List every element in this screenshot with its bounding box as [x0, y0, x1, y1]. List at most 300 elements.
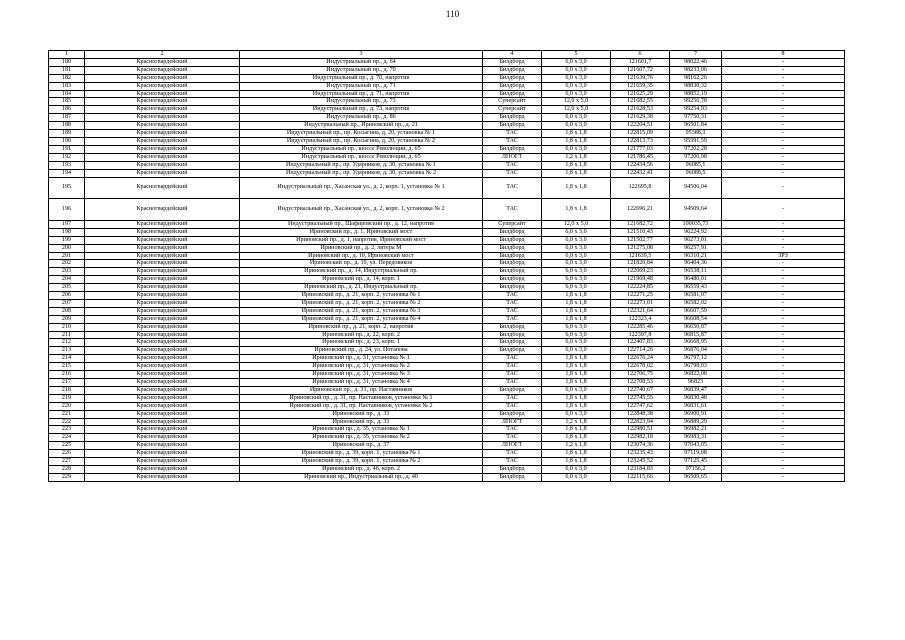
cell-x: 121625,29 [611, 90, 670, 98]
cell-address: Индустриальный пр., Хасанская ул., д. 2, корп. 1, установка № 2 [240, 199, 483, 221]
cell-district: Красногвардейский [85, 379, 240, 387]
cell-type: ТАС [483, 458, 542, 466]
table-row [49, 244, 845, 252]
cell-number: 216 [49, 371, 85, 379]
cell-type: Билдборд [483, 236, 542, 244]
cell-address: Ириновский пр., д. 21, Индустриальный пр. [240, 284, 483, 292]
cell-size: 1,8 х 1,8 [542, 434, 611, 442]
table-row [49, 347, 845, 355]
table-row [49, 260, 845, 268]
cell-type: ТАС [483, 371, 542, 379]
cell-type: Билдборд [483, 473, 542, 481]
cell-note: - [722, 74, 845, 82]
cell-note: - [722, 199, 845, 221]
cell-note: - [722, 331, 845, 339]
cell-address: Индустриальный пр., пр. Косыгина, д. 20, установка № 1 [240, 130, 483, 138]
cell-y: 96798,03 [670, 363, 722, 371]
cell-address: Ириновский пр., д. 10, Ириновский мост [240, 252, 483, 260]
cell-y: 96088,5 [670, 169, 722, 177]
cell-y: 99256,78 [670, 98, 722, 106]
cell-size: 6,0 х 3,0 [542, 228, 611, 236]
table-row [49, 307, 845, 315]
table-row [49, 122, 845, 130]
cell-type: Билдборд [483, 268, 542, 276]
cell-x: 123245,52 [611, 458, 670, 466]
table-row [49, 199, 845, 221]
table-row [49, 130, 845, 138]
cell-y: 96085,1 [670, 161, 722, 169]
cell-type: ТАС [483, 177, 542, 199]
cell-type: Билдборд [483, 252, 542, 260]
cell-type: ТАС [483, 450, 542, 458]
table-row [49, 339, 845, 347]
cell-note: - [722, 98, 845, 106]
cell-x: 121639,5 [611, 252, 670, 260]
cell-x: 122815,09 [611, 130, 670, 138]
cell-size: 1,8 х 1,8 [542, 379, 611, 387]
cell-district: Красногвардейский [85, 74, 240, 82]
cell-district: Красногвардейский [85, 339, 240, 347]
cell-note: - [722, 307, 845, 315]
cell-type: Билдборд [483, 323, 542, 331]
table-row [49, 145, 845, 153]
cell-address: Индустриальный пр., Шафировский пр., д. 12, напротив [240, 220, 483, 228]
cell-size: 6,0 х 3,0 [542, 473, 611, 481]
table-row [49, 386, 845, 394]
cell-type: Суперсайт [483, 220, 542, 228]
cell-size: 6,0 х 3,0 [542, 323, 611, 331]
cell-type: ТАС [483, 292, 542, 300]
cell-note: - [722, 82, 845, 90]
cell-y: 96876,04 [670, 347, 722, 355]
table-row [49, 442, 845, 450]
cell-x: 121969,48 [611, 276, 670, 284]
cell-address: Ириновский пр., д. 24, ул. Потапова [240, 347, 483, 355]
cell-y: 96668,95 [670, 339, 722, 347]
cell-y: 96273,01 [670, 236, 722, 244]
cell-size: 6,0 х 3,0 [542, 58, 611, 66]
cell-district: Красногвардейский [85, 106, 240, 114]
cell-type: Билдборд [483, 331, 542, 339]
cell-number: 207 [49, 299, 85, 307]
cell-address: Ириновский пр., д. 10, ул. Передовиков [240, 260, 483, 268]
cell-size: 6,0 х 3,0 [542, 386, 611, 394]
cell-district: Красногвардейский [85, 161, 240, 169]
cell-district: Красногвардейский [85, 426, 240, 434]
cell-x: 121820,84 [611, 260, 670, 268]
table-row [49, 465, 845, 473]
cell-x: 122982,18 [611, 434, 670, 442]
cell-x: 121682,55 [611, 98, 670, 106]
cell-district: Красногвардейский [85, 66, 240, 74]
cell-y: 96310,21 [670, 252, 722, 260]
cell-address: Ириновский пр., д. 33 [240, 410, 483, 418]
cell-size: 1,8 х 1,8 [542, 450, 611, 458]
cell-note: - [722, 299, 845, 307]
cell-number: 200 [49, 244, 85, 252]
cell-district: Красногвардейский [85, 331, 240, 339]
cell-number: 223 [49, 426, 85, 434]
cell-district: Красногвардейский [85, 236, 240, 244]
cell-district: Красногвардейский [85, 228, 240, 236]
cell-note: - [722, 268, 845, 276]
cell-district: Красногвардейский [85, 355, 240, 363]
cell-note: - [722, 130, 845, 138]
cell-type: ТАС [483, 434, 542, 442]
cell-note: - [722, 169, 845, 177]
cell-y: 96900,91 [670, 410, 722, 418]
cell-x: 122678,02 [611, 363, 670, 371]
cell-x: 123074,36 [611, 442, 670, 450]
table-row [49, 418, 845, 426]
cell-type: Билдборд [483, 122, 542, 130]
cell-y: 96581,07 [670, 292, 722, 300]
cell-district: Красногвардейский [85, 220, 240, 228]
cell-district: Красногвардейский [85, 434, 240, 442]
cell-number: 218 [49, 386, 85, 394]
cell-type: Билдборд [483, 90, 542, 98]
cell-size: 6,0 х 3,0 [542, 347, 611, 355]
cell-address: Ириновский пр., д. 22, корп. 2 [240, 331, 483, 339]
cell-size: 12,0 х 5,0 [542, 220, 611, 228]
cell-number: 192 [49, 153, 85, 161]
table-row [49, 169, 845, 177]
cell-number: 201 [49, 252, 85, 260]
table-row [49, 410, 845, 418]
cell-number: 229 [49, 473, 85, 481]
cell-address: Ириновский пр., д. 39, корп. 1, установка № 2 [240, 458, 483, 466]
cell-y: 96582,02 [670, 299, 722, 307]
cell-district: Красногвардейский [85, 199, 240, 221]
cell-type: ТАС [483, 130, 542, 138]
cell-size: 6,0 х 3,0 [542, 252, 611, 260]
cell-district: Красногвардейский [85, 307, 240, 315]
cell-type: Билдборд [483, 410, 542, 418]
cell-type: Билдборд [483, 74, 542, 82]
cell-size: 1,8 х 1,8 [542, 371, 611, 379]
cell-x: 123184,83 [611, 465, 670, 473]
cell-number: 225 [49, 442, 85, 450]
cell-district: Красногвардейский [85, 114, 240, 122]
cell-number: 202 [49, 260, 85, 268]
cell-size: 1,2 х 1,8 [542, 153, 611, 161]
cell-x: 121777,03 [611, 145, 670, 153]
cell-number: 189 [49, 130, 85, 138]
cell-district: Красногвардейский [85, 82, 240, 90]
cell-number: 209 [49, 315, 85, 323]
cell-number: 187 [49, 114, 85, 122]
table-row [49, 394, 845, 402]
cell-district: Красногвардейский [85, 145, 240, 153]
cell-type: Билдборд [483, 465, 542, 473]
cell-number: 197 [49, 220, 85, 228]
table-row [49, 363, 845, 371]
cell-number: 226 [49, 450, 85, 458]
cell-address: Ириновский пр., д. 21, корп. 2, установка № 2 [240, 299, 483, 307]
cell-size: 6,0 х 3,0 [542, 284, 611, 292]
cell-note: - [722, 90, 845, 98]
cell-type: Билдборд [483, 58, 542, 66]
cell-x: 122397,8 [611, 331, 670, 339]
cell-x: 121510,43 [611, 228, 670, 236]
cell-number: 208 [49, 307, 85, 315]
cell-size: 1,8 х 1,8 [542, 137, 611, 145]
cell-x: 122273,01 [611, 299, 670, 307]
column-header: 4 [483, 51, 542, 59]
table-row [49, 74, 845, 82]
cell-y: 97156,2 [670, 465, 722, 473]
cell-x: 122714,26 [611, 347, 670, 355]
cell-address: Ириновский пр., д. 1, напротив, Ириновский мост [240, 236, 483, 244]
cell-address: Индустриальный пр., д. 64 [240, 58, 483, 66]
cell-note: - [722, 106, 845, 114]
cell-note: - [722, 114, 845, 122]
cell-address: Ириновский пр., д. 21, корп. 2, установка № 1 [240, 292, 483, 300]
table-row [49, 106, 845, 114]
cell-address: Индустриальный пр., д. 73, напротив [240, 106, 483, 114]
cell-x: 122407,83 [611, 339, 670, 347]
cell-y: 97125,45 [670, 458, 722, 466]
cell-note: - [722, 418, 845, 426]
table-row [49, 236, 845, 244]
cell-size: 1,8 х 1,8 [542, 169, 611, 177]
cell-address: Ириновский пр., Индустриальный пр., д. 40 [240, 473, 483, 481]
cell-size: 1,8 х 1,8 [542, 315, 611, 323]
cell-size: 1,8 х 1,8 [542, 426, 611, 434]
cell-district: Красногвардейский [85, 402, 240, 410]
cell-note: - [722, 66, 845, 74]
cell-note: - [722, 137, 845, 145]
cell-size: 6,0 х 3,0 [542, 66, 611, 74]
column-header: 6 [611, 51, 670, 59]
cell-note: - [722, 465, 845, 473]
cell-type: Суперсайт [483, 98, 542, 106]
cell-type: Билдборд [483, 284, 542, 292]
cell-y: 94509,64 [670, 199, 722, 221]
cell-note: - [722, 473, 845, 481]
cell-type: ТАС [483, 394, 542, 402]
cell-size: 1,8 х 1,8 [542, 177, 611, 199]
cell-type: Билдборд [483, 114, 542, 122]
table-row [49, 371, 845, 379]
cell-size: 6,0 х 3,0 [542, 410, 611, 418]
cell-y: 96982,21 [670, 426, 722, 434]
cell-number: 211 [49, 331, 85, 339]
cell-district: Красногвардейский [85, 98, 240, 106]
cell-address: Индустриальный пр., д. 71 [240, 82, 483, 90]
table-row [49, 299, 845, 307]
advertising-structures-table [48, 50, 845, 482]
cell-address: Индустриальный пр., шоссе Революции, д. 65 [240, 153, 483, 161]
cell-note: - [722, 323, 845, 331]
cell-note: - [722, 122, 845, 130]
cell-note: - [722, 339, 845, 347]
cell-district: Красногвардейский [85, 137, 240, 145]
cell-y: 96559,43 [670, 284, 722, 292]
cell-x: 121659,35 [611, 82, 670, 90]
cell-district: Красногвардейский [85, 418, 240, 426]
cell-size: 6,0 х 3,0 [542, 90, 611, 98]
cell-district: Красногвардейский [85, 284, 240, 292]
table-row [49, 315, 845, 323]
cell-number: 210 [49, 323, 85, 331]
cell-y: 100035,73 [670, 220, 722, 228]
cell-size: 1,8 х 1,8 [542, 130, 611, 138]
cell-type: Билдборд [483, 82, 542, 90]
cell-type: Суперсайт [483, 106, 542, 114]
cell-type: ТАС [483, 161, 542, 169]
cell-x: 122980,51 [611, 426, 670, 434]
cell-size: 1,8 х 1,8 [542, 402, 611, 410]
cell-number: 228 [49, 465, 85, 473]
table-row [49, 58, 845, 66]
cell-address: Ириновский пр., д. 21, корп. 2, установка № 4 [240, 315, 483, 323]
table-row [49, 276, 845, 284]
cell-y: 95388,3 [670, 130, 722, 138]
cell-address: Индустриальный пр., пр. Косыгина, д. 20, установка № 2 [240, 137, 483, 145]
cell-y: 98162,26 [670, 74, 722, 82]
cell-y: 96607,59 [670, 307, 722, 315]
page-number: 110 [445, 9, 460, 19]
cell-number: 205 [49, 284, 85, 292]
header-row [49, 51, 845, 59]
cell-size: 1,2 х 1,8 [542, 442, 611, 450]
cell-size: 6,0 х 3,0 [542, 268, 611, 276]
cell-number: 185 [49, 98, 85, 106]
cell-size: 6,0 х 3,0 [542, 82, 611, 90]
cell-note: - [722, 276, 845, 284]
cell-type: Билдборд [483, 339, 542, 347]
cell-x: 122696,21 [611, 199, 670, 221]
cell-y: 94506,04 [670, 177, 722, 199]
cell-size: 6,0 х 3,0 [542, 339, 611, 347]
cell-district: Красногвардейский [85, 58, 240, 66]
cell-number: 193 [49, 161, 85, 169]
cell-district: Красногвардейский [85, 90, 240, 98]
cell-address: Индустриальный пр., Хасанская ул., д. 2, корп. 1, установка № 1 [240, 177, 483, 199]
cell-address: Ириновский пр., д. 21, корп. 2, установка № 3 [240, 307, 483, 315]
cell-note: - [722, 426, 845, 434]
cell-district: Красногвардейский [85, 244, 240, 252]
cell-y: 96509,65 [670, 473, 722, 481]
cell-x: 121628,53 [611, 106, 670, 114]
cell-x: 121502,77 [611, 236, 670, 244]
cell-address: Ириновский пр., д. 46, корп. 2 [240, 465, 483, 473]
cell-size: 1,2 х 1,8 [542, 418, 611, 426]
cell-number: 183 [49, 82, 85, 90]
cell-district: Красногвардейский [85, 252, 240, 260]
cell-type: ТАС [483, 137, 542, 145]
cell-y: 95391,59 [670, 137, 722, 145]
table-row [49, 153, 845, 161]
cell-x: 122747,62 [611, 402, 670, 410]
cell-size: 1,8 х 1,8 [542, 458, 611, 466]
table-row [49, 66, 845, 74]
cell-y: 96822,08 [670, 371, 722, 379]
column-header: 1 [49, 51, 85, 59]
cell-size: 6,0 х 3,0 [542, 114, 611, 122]
cell-type: ТАС [483, 315, 542, 323]
cell-note: - [722, 394, 845, 402]
cell-x: 122708,53 [611, 379, 670, 387]
cell-note: - [722, 410, 845, 418]
cell-address: Ириновский пр., д. 31, пр. Наставников [240, 386, 483, 394]
cell-x: 122706,75 [611, 371, 670, 379]
cell-size: 1,8 х 1,8 [542, 355, 611, 363]
cell-note: - [722, 355, 845, 363]
cell-district: Красногвардейский [85, 122, 240, 130]
cell-number: 204 [49, 276, 85, 284]
cell-x: 122676,24 [611, 355, 670, 363]
cell-type: Билдборд [483, 228, 542, 236]
cell-address: Индустриальный пр., Ириновский пр., д. 21 [240, 122, 483, 130]
cell-y: 96831,61 [670, 402, 722, 410]
cell-note: - [722, 386, 845, 394]
cell-address: Ириновский пр., д. 31, установка № 3 [240, 371, 483, 379]
cell-number: 213 [49, 347, 85, 355]
cell-y: 96983,31 [670, 434, 722, 442]
table-row [49, 426, 845, 434]
cell-x: 121607,72 [611, 66, 670, 74]
cell-y: 97200,98 [670, 153, 722, 161]
cell-number: 222 [49, 418, 85, 426]
cell-note: - [722, 379, 845, 387]
cell-x: 122224,85 [611, 284, 670, 292]
cell-note: - [722, 363, 845, 371]
cell-x: 122695,8 [611, 177, 670, 199]
cell-type: ЛПОГТ [483, 442, 542, 450]
cell-y: 98022,46 [670, 58, 722, 66]
cell-size: 6,0 х 3,0 [542, 244, 611, 252]
cell-address: Ириновский пр., д. 21, корп. 2, напротив [240, 323, 483, 331]
table-row [49, 161, 845, 169]
cell-number: 194 [49, 169, 85, 177]
cell-district: Красногвардейский [85, 315, 240, 323]
cell-size: 1,8 х 1,8 [542, 292, 611, 300]
cell-district: Красногвардейский [85, 276, 240, 284]
cell-size: 6,0 х 3,0 [542, 465, 611, 473]
cell-note: - [722, 450, 845, 458]
cell-y: 96501,84 [670, 122, 722, 130]
cell-x: 122434,56 [611, 161, 670, 169]
table-row [49, 137, 845, 145]
cell-address: Ириновский пр., д. 14, Индустриальный пр. [240, 268, 483, 276]
cell-district: Красногвардейский [85, 323, 240, 331]
table-row [49, 355, 845, 363]
cell-note: - [722, 442, 845, 450]
cell-district: Красногвардейский [85, 473, 240, 481]
cell-size: 6,0 х 3,0 [542, 260, 611, 268]
table-row [49, 98, 845, 106]
cell-note: - [722, 153, 845, 161]
table-row [49, 114, 845, 122]
cell-district: Красногвардейский [85, 292, 240, 300]
cell-y: 96538,11 [670, 268, 722, 276]
cell-note: - [722, 228, 845, 236]
cell-district: Красногвардейский [85, 347, 240, 355]
cell-size: 1,8 х 1,8 [542, 363, 611, 371]
cell-y: 96404,36 [670, 260, 722, 268]
table-row [49, 331, 845, 339]
table-row [49, 323, 845, 331]
cell-size: 12,0 х 5,0 [542, 98, 611, 106]
cell-type: ТАС [483, 363, 542, 371]
cell-district: Красногвардейский [85, 371, 240, 379]
table-row [49, 434, 845, 442]
table-row [49, 252, 845, 260]
cell-size: 6,0 х 3,0 [542, 74, 611, 82]
cell-note: - [722, 220, 845, 228]
